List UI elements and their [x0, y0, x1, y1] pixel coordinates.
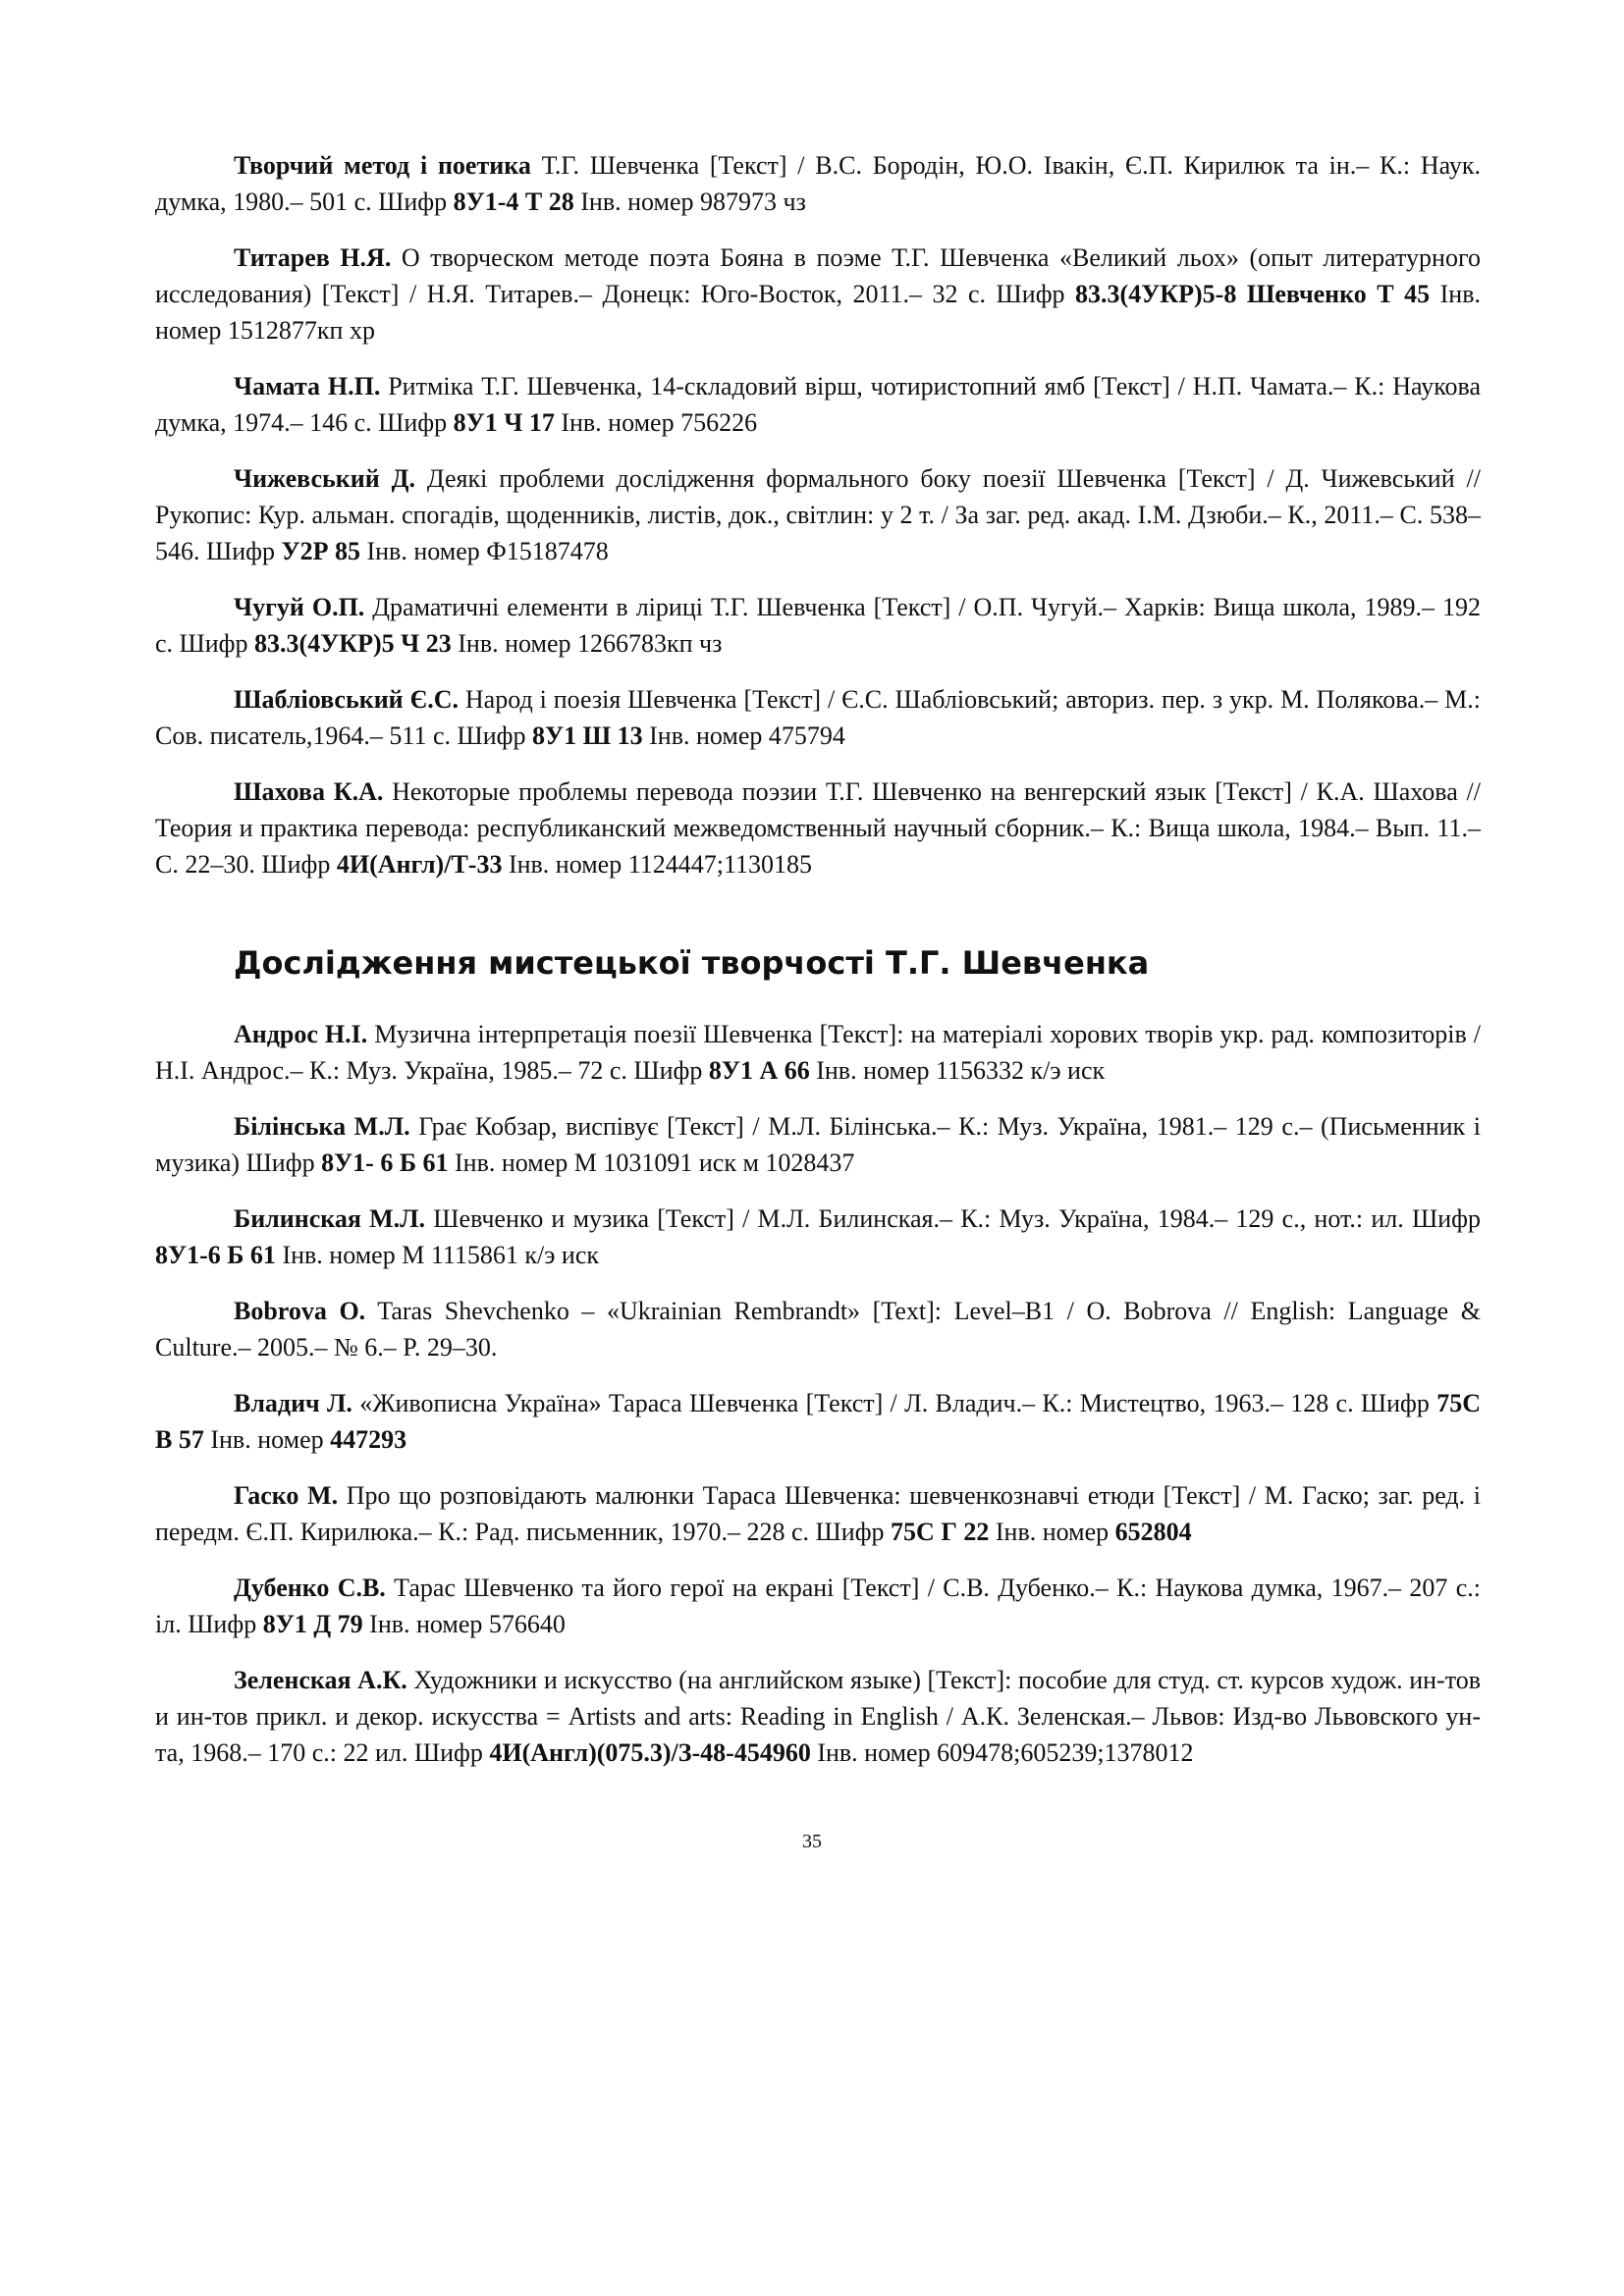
entry-text: Художники и искусство (на английском языке) [Текст]: пособие для студ. ст. курсов худож. ин-тов и ин-тов прикл. и декор. искусства = Artists and arts: Reading in English / А.К. Зеленская.– Львов: Изд-во Львовского ун-та, 1968.– 170 с.: 22 ил. Шифр — [155, 1666, 1481, 1767]
entry-author: Чижевський Д. — [234, 464, 416, 493]
entry-inventory: Інв. номер — [203, 1425, 331, 1454]
entry-inventory: Інв. номер 987973 чз — [573, 187, 806, 216]
entry-author: Чамата Н.П. — [234, 372, 381, 400]
bibliography-entry — [155, 1293, 1481, 1365]
entry-text: Taras Shevchenko – «Ukrainian Rembrandt» [Text]: Level–B1 / O. Bobrova // English: Language & Culture.– 2005.– № 6.– P. 29–30. — [155, 1297, 1481, 1362]
entry-inventory: Інв. номер 576640 — [362, 1610, 566, 1638]
section-heading: Дослідження мистецької творчості Т.Г. Шевченка — [234, 944, 1150, 982]
entry-shelfmark: 4И(Англ)/Т-33 — [336, 850, 503, 879]
bibliography-entry — [155, 1108, 1481, 1181]
entry-author: Шабліовський Є.С. — [234, 685, 459, 714]
entry-author: Андрос Н.І. — [234, 1020, 368, 1048]
entry-shelfmark: 83.3(4УКР)5-8 Шевченко Т 45 — [1075, 280, 1431, 308]
entry-text: Народ і поезія Шевченка [Текст] / Є.С. Шабліовський; авториз. пер. з укр. М. Полякова.– М.: Сов. писатель,1964.– 511 с. Шифр — [155, 685, 1481, 750]
bibliography-entry — [155, 368, 1481, 441]
section-1 — [155, 147, 1481, 882]
entry-text: Деякі проблеми дослідження формального боку поезії Шевченка [Текст] / Д. Чижевський // Рукопис: Кур. альман. спогадів, щоденників, листів, док., світлин: у 2 т. / За заг. ред. акад. І.М. Дзюби.– К., 2011.– С. 538–546. Шифр — [155, 464, 1481, 565]
entry-inventory: Інв. номер 1512877кп хр — [155, 280, 1481, 345]
entry-text: Драматичні елементи в ліриці Т.Г. Шевченка [Текст] / О.П. Чугуй.– Харків: Вища школа, 1989.– 192 с. Шифр — [155, 593, 1481, 658]
entry-author: Билинская М.Л. — [234, 1204, 426, 1233]
section-2 — [155, 1016, 1481, 1771]
entry-shelfmark: 75С Г 22 — [891, 1518, 990, 1546]
entry-text: «Живописна Україна» Тараса Шевченка [Текст] / Л. Владич.– К.: Мистецтво, 1963.– 128 с. Шифр — [352, 1389, 1437, 1417]
bibliography-entry — [155, 774, 1481, 882]
entry-inventory: Інв. номер — [989, 1518, 1115, 1546]
bibliography-entry — [155, 460, 1481, 569]
entry-text: О творческом методе поэта Бояна в поэме Т.Г. Шевченка «Великий льох» (опыт литературного исследования) [Текст] / Н.Я. Титарев.– Донецк: Юго-Восток, 2011.– 32 с. Шифр — [155, 243, 1481, 308]
bibliography-entry — [155, 681, 1481, 754]
entry-shelfmark: 8У1 Д 79 — [262, 1610, 363, 1638]
entry-inventory: Інв. номер М 1115861 к/э иск — [275, 1241, 599, 1269]
entry-shelfmark: 4И(Англ)(075.3)/З-48-454960 — [489, 1738, 811, 1767]
entry-shelfmark: 8У1 А 66 — [708, 1056, 810, 1085]
entry-inventory: Інв. номер 756226 — [554, 408, 758, 437]
entry-inventory: Інв. номер 1266783кп чз — [451, 629, 723, 658]
entry-text: Некоторые проблемы перевода поэзии Т.Г. Шевченко на венгерский язык [Текст] / К.А. Шахова // Теория и практика перевода: республиканский межведомственный научный сборник.– К.: Вища школа, 1984.– Вып. 11.– С. 22–30. Шифр — [155, 777, 1481, 879]
page-number: 35 — [802, 1831, 822, 1852]
entry-inventory: Інв. номер Ф15187478 — [359, 537, 609, 565]
entry-text: Музична інтерпретація поезії Шевченка [Текст]: на матеріалі хорових творів укр. рад. композиторів / Н.І. Андрос.– К.: Муз. Україна, 1985.– 72 с. Шифр — [155, 1020, 1481, 1085]
entry-shelfmark: 75С В 57 — [155, 1389, 1481, 1454]
entry-author: Гаско М. — [234, 1481, 339, 1510]
bibliography-entry — [155, 1016, 1481, 1089]
document-page — [155, 147, 1481, 1790]
entry-author: Зеленская А.К. — [234, 1666, 407, 1694]
entry-text: Про що розповідають малюнки Тараса Шевченка: шевченкознавчі етюди [Текст] / М. Гаско; заг. ред. і передм. Є.П. Кирилюка.– К.: Рад. письменник, 1970.– 228 с. Шифр — [155, 1481, 1481, 1546]
entry-inventory-number: 447293 — [330, 1425, 407, 1454]
bibliography-entry — [155, 1385, 1481, 1458]
entry-text: Тарас Шевченко та його герої на екрані [Текст] / С.В. Дубенко.– К.: Наукова думка, 1967.– 207 с.: іл. Шифр — [155, 1574, 1481, 1638]
entry-author: Владич Л. — [234, 1389, 352, 1417]
bibliography-entry — [155, 1201, 1481, 1273]
entry-shelfmark: 8У1-6 Б 61 — [155, 1241, 276, 1269]
entry-author: Шахова К.А. — [234, 777, 384, 806]
entry-text: Шевченко и музика [Текст] / М.Л. Билинская.– К.: Муз. Україна, 1984.– 129 с., нот.: ил. Шифр — [425, 1204, 1481, 1233]
entry-text: Ритміка Т.Г. Шевченка, 14-складовий вірш, чотиристопний ямб [Текст] / Н.П. Чамата.– К.: Наукова думка, 1974.– 146 с. Шифр — [155, 372, 1481, 437]
entry-author: Творчий метод і поетика — [234, 151, 531, 180]
entry-author: Титарев Н.Я. — [234, 243, 392, 272]
bibliography-entry — [155, 147, 1481, 220]
entry-author: Bobrova O. — [234, 1297, 366, 1325]
entry-shelfmark: 8У1- 6 Б 61 — [321, 1148, 449, 1177]
entry-inventory: Інв. номер М 1031091 иск м 1028437 — [448, 1148, 855, 1177]
entry-inventory: Інв. номер 1156332 к/э иск — [809, 1056, 1106, 1085]
entry-shelfmark: У2Р 85 — [281, 537, 360, 565]
entry-text: Грає Кобзар, виспівує [Текст] / М.Л. Білінська.– К.: Муз. Україна, 1981.– 129 с.– (Письменник і музика) Шифр — [155, 1112, 1481, 1177]
entry-inventory: Інв. номер 609478;605239;1378012 — [810, 1738, 1194, 1767]
entry-inventory-number: 652804 — [1114, 1518, 1192, 1546]
entry-text: Т.Г. Шевченка [Текст] / В.С. Бородін, Ю.О. Івакін, Є.П. Кирилюк та ін.– К.: Наук. думка, 1980.– 501 с. Шифр — [155, 151, 1481, 216]
entry-inventory: Інв. номер 1124447;1130185 — [502, 850, 812, 879]
bibliography-entry — [155, 240, 1481, 348]
bibliography-entry — [155, 1477, 1481, 1550]
bibliography-entry — [155, 1570, 1481, 1642]
entry-shelfmark: 8У1 Ш 13 — [531, 721, 643, 750]
entry-author: Білінська М.Л. — [234, 1112, 410, 1141]
entry-inventory: Інв. номер 475794 — [642, 721, 845, 750]
bibliography-entry — [155, 1662, 1481, 1771]
entry-author: Дубенко С.В. — [234, 1574, 386, 1602]
entry-shelfmark: 8У1-4 Т 28 — [453, 187, 574, 216]
entry-author: Чугуй О.П. — [234, 593, 365, 621]
bibliography-entry — [155, 589, 1481, 662]
entry-shelfmark: 83.3(4УКР)5 Ч 23 — [254, 629, 452, 658]
entry-shelfmark: 8У1 Ч 17 — [453, 408, 555, 437]
